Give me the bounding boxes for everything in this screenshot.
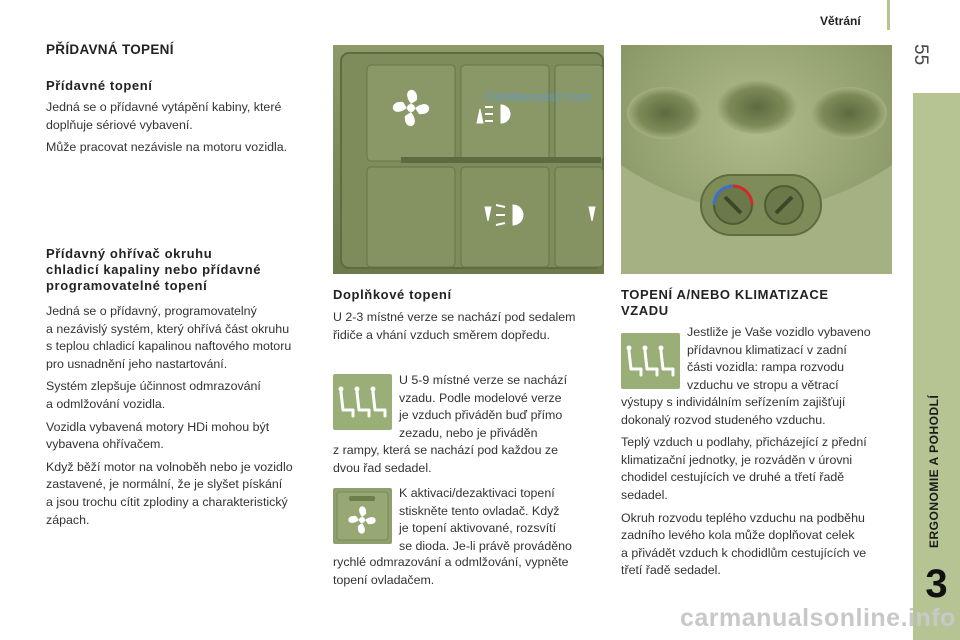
rear-version-text-continued: z rampy, která se nachází pod každou ze dvou řad sedadel. — [333, 443, 558, 475]
paragraph: Když běží motor na volnoběh nebo je vozidlo zastavené, je normální, že je slyšet pískání a jsou trochu cítit zplodiny a charakteristický zápach. — [46, 459, 293, 527]
paragraph: Může pracovat nezávisle na motoru vozidla. — [46, 140, 288, 155]
page-number: 55 — [910, 44, 931, 66]
chapter-title: ERGONOMIE A POHODLÍ — [927, 394, 941, 548]
watermark-top: CarManuals2.com — [485, 89, 591, 104]
chapter-number: 3 — [925, 562, 948, 606]
additional-heating-text — [46, 99, 321, 157]
rear-climate-text-continued — [621, 394, 901, 580]
rear-seats-icon — [621, 333, 680, 389]
heater-button-icon — [333, 488, 392, 544]
heater-button-text: K aktivaci/dezaktivaci topení stiskněte tento ovladač. Když je topení aktivované, rozsvítí se dioda. Je-li právě prováděno — [399, 486, 572, 553]
paragraph: Vozidla vybavená motory HDi mohou být vybavena ohřívačem. — [46, 419, 270, 452]
subheading-additional-heating: Přídavné topení — [46, 78, 153, 93]
rear-seats-icon — [333, 374, 392, 430]
heater-button-text-continued: rychlé odmrazování a odmlžování, vypněte topení ovladačem. — [333, 555, 569, 587]
paragraph: výstupy s individálním seřízením zajišťují dokonalý rozvod studeného vzduchu. — [621, 395, 846, 427]
supplementary-heating-text: U 2-3 místné verze se nachází pod sedalem řidiče a vhání vzduch směrem dopředu. — [333, 310, 576, 342]
paragraph: Jedná se o přídavné vytápění kabiny, které doplňuje sériové vybavení. — [46, 100, 282, 132]
subheading-rear-climate: TOPENÍ A/NEBO KLIMATIZACE VZADU — [621, 287, 829, 318]
paragraph: Teplý vzduch u podlahy, přicházející z přední klimatizační jednotky, je rozváděn v úrovni chodidel cestujících ve druhé a třetí řadě sedadel. — [621, 435, 867, 502]
header-accent-line — [887, 0, 890, 30]
dashboard-switches-photo — [333, 45, 604, 274]
chapter-number-box — [913, 558, 960, 610]
vent-center — [717, 80, 797, 134]
paragraph: Okruh rozvodu teplého vzduchu na podběhu zadního levého kola může doplňovat celek a přivádět vzduch k chodidlům cestujících ve třetí řadě sedadel. — [621, 510, 867, 578]
coolant-heater-text — [46, 303, 324, 529]
switch-panel-illustration — [333, 45, 604, 274]
section-title: Větrání — [820, 14, 861, 28]
vent-left — [627, 87, 703, 139]
subheading-coolant-heater: Přídavný ohřívač okruhu chladicí kapaliny nebo přídavné programovatelné topení — [46, 246, 262, 293]
rear-vents-photo — [621, 45, 892, 274]
watermark-bottom: carmanualsonline.info — [680, 604, 956, 632]
vent-right — [811, 87, 887, 139]
rear-version-text: U 5-9 místné verze se nachází vzadu. Podle modelové verze je vzduch přiváděn buď přímo zezadu, nebo je přiváděn — [399, 373, 568, 440]
paragraph: Systém zlepšuje účinnost odmrazování a odmlžování vozidla. — [46, 379, 261, 411]
subheading-supplementary-heating: Doplňkové topení — [333, 287, 452, 302]
rear-climate-text: Jestliže je Vaše vozidlo vybaveno přídavnou klimatizací v zadní části vozidla: rampa rozvodu vzduchu ve stropu a větrací — [687, 325, 871, 392]
main-heading: PŘÍDAVNÁ TOPENÍ — [46, 42, 174, 57]
paragraph: Jedná se o přídavný, programovatelný a nezávislý systém, který ohřívá část okruhu s teplou chladicí kapalinou naftového motoru pro usnadnění jeho nastartování. — [46, 304, 292, 371]
